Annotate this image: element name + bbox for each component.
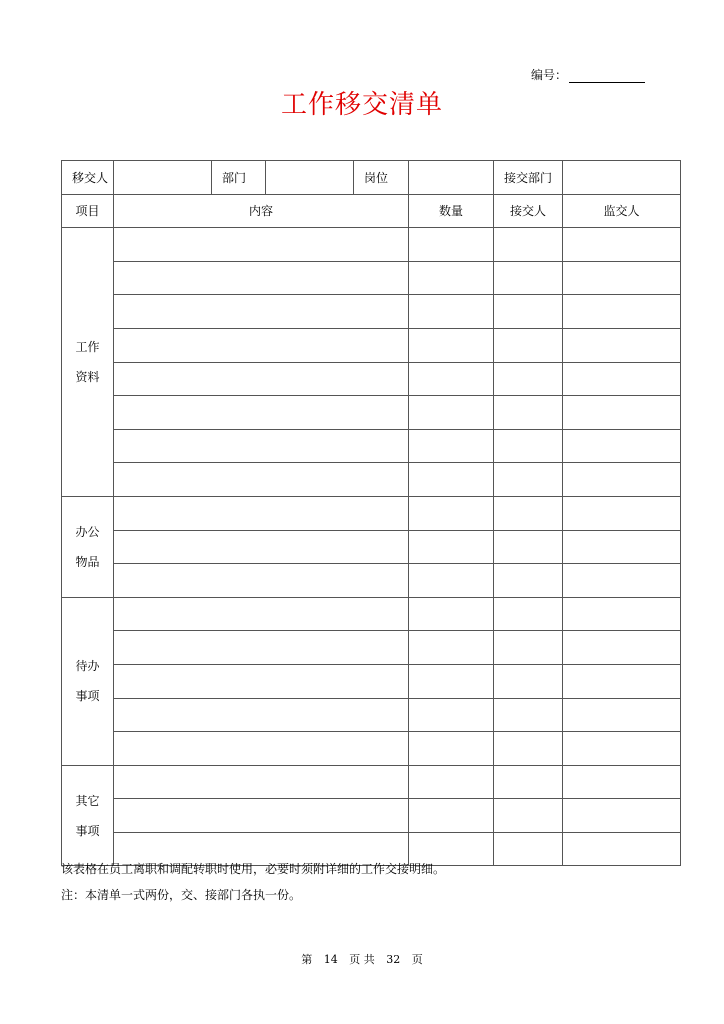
content-cell[interactable] xyxy=(114,228,409,262)
column-header-quantity: 数量 xyxy=(409,194,494,228)
supervisor-cell[interactable] xyxy=(563,664,681,698)
quantity-cell[interactable] xyxy=(409,463,494,497)
supervisor-cell[interactable] xyxy=(563,799,681,833)
position-field[interactable] xyxy=(409,161,494,195)
note-copies: 注：本清单一式两份，交、接部门各执一份。 xyxy=(61,888,302,902)
supervisor-cell[interactable] xyxy=(563,295,681,329)
section-label xyxy=(62,765,114,866)
section-label-line2: 事项 xyxy=(75,823,100,838)
receiver-cell[interactable] xyxy=(494,362,563,396)
supervisor-cell[interactable] xyxy=(563,328,681,362)
quantity-cell[interactable] xyxy=(409,362,494,396)
supervisor-cell[interactable] xyxy=(563,261,681,295)
page-footer xyxy=(0,951,724,967)
receiver-cell[interactable] xyxy=(494,765,563,799)
quantity-cell[interactable] xyxy=(409,396,494,430)
section-label-line1: 其它 xyxy=(75,793,100,808)
content-cell[interactable] xyxy=(114,261,409,295)
document-number-field xyxy=(531,66,645,83)
quantity-cell[interactable] xyxy=(409,664,494,698)
supervisor-cell[interactable] xyxy=(563,564,681,598)
quantity-cell[interactable] xyxy=(409,597,494,631)
receiver-cell[interactable] xyxy=(494,295,563,329)
receiver-cell[interactable] xyxy=(494,732,563,766)
quantity-cell[interactable] xyxy=(409,328,494,362)
content-cell[interactable] xyxy=(114,530,409,564)
supervisor-cell[interactable] xyxy=(563,463,681,497)
table-row xyxy=(62,564,681,598)
quantity-cell[interactable] xyxy=(409,564,494,598)
supervisor-cell[interactable] xyxy=(563,396,681,430)
table-row xyxy=(62,698,681,732)
handover-person-label: 移交人 xyxy=(62,161,114,195)
receiver-cell[interactable] xyxy=(494,564,563,598)
department-field[interactable] xyxy=(266,161,354,195)
content-cell[interactable] xyxy=(114,295,409,329)
quantity-cell[interactable] xyxy=(409,530,494,564)
supervisor-cell[interactable] xyxy=(563,698,681,732)
column-header-supervisor: 监交人 xyxy=(563,194,681,228)
section-label xyxy=(62,496,114,597)
supervisor-cell[interactable] xyxy=(563,732,681,766)
quantity-cell[interactable] xyxy=(409,295,494,329)
receiver-cell[interactable] xyxy=(494,597,563,631)
section-label-line2: 事项 xyxy=(75,689,100,704)
department-label: 部门 xyxy=(212,161,266,195)
footer-page-number: 14 xyxy=(323,953,338,966)
content-cell[interactable] xyxy=(114,597,409,631)
table-row xyxy=(62,228,681,262)
document-number-label: 编号： xyxy=(531,68,568,82)
content-cell[interactable] xyxy=(114,328,409,362)
receiver-cell[interactable] xyxy=(494,832,563,866)
content-cell[interactable] xyxy=(114,732,409,766)
section-label-line1: 待办 xyxy=(75,659,100,674)
section-label-line1: 办公 xyxy=(75,524,100,539)
table-row xyxy=(62,799,681,833)
receiver-cell[interactable] xyxy=(494,261,563,295)
table-row xyxy=(62,429,681,463)
receiver-cell[interactable] xyxy=(494,530,563,564)
supervisor-cell[interactable] xyxy=(563,429,681,463)
receiver-cell[interactable] xyxy=(494,429,563,463)
table-row xyxy=(62,732,681,766)
receiving-dept-label: 接交部门 xyxy=(494,161,563,195)
quantity-cell[interactable] xyxy=(409,261,494,295)
table-row xyxy=(62,530,681,564)
table-row xyxy=(62,496,681,530)
section-label-line1: 工作 xyxy=(75,340,100,355)
position-label: 岗位 xyxy=(354,161,409,195)
supervisor-cell[interactable] xyxy=(563,765,681,799)
supervisor-cell[interactable] xyxy=(563,496,681,530)
supervisor-cell[interactable] xyxy=(563,832,681,866)
quantity-cell[interactable] xyxy=(409,732,494,766)
content-cell[interactable] xyxy=(114,765,409,799)
receiver-cell[interactable] xyxy=(494,228,563,262)
quantity-cell[interactable] xyxy=(409,765,494,799)
footer-page-suffix: 页 xyxy=(411,953,423,966)
column-header-item: 项目 xyxy=(62,194,114,228)
receiver-cell[interactable] xyxy=(494,799,563,833)
supervisor-cell[interactable] xyxy=(563,228,681,262)
section-label xyxy=(62,228,114,497)
section-label xyxy=(62,597,114,765)
table-row xyxy=(62,463,681,497)
footer-page-mid: 页 共 xyxy=(349,953,375,966)
table-row xyxy=(62,765,681,799)
quantity-cell[interactable] xyxy=(409,228,494,262)
content-cell[interactable] xyxy=(114,362,409,396)
document-number-input[interactable] xyxy=(569,68,645,83)
table-row xyxy=(62,261,681,295)
quantity-cell[interactable] xyxy=(409,429,494,463)
receiving-dept-field[interactable] xyxy=(563,161,681,195)
table-row xyxy=(62,362,681,396)
content-cell[interactable] xyxy=(114,496,409,530)
handover-form-table xyxy=(61,160,681,866)
section-label-line2: 资料 xyxy=(75,370,100,385)
table-row xyxy=(62,396,681,430)
receiver-cell[interactable] xyxy=(494,664,563,698)
table-row xyxy=(62,631,681,665)
table-row xyxy=(62,597,681,631)
handover-person-field[interactable] xyxy=(114,161,212,195)
quantity-cell[interactable] xyxy=(409,496,494,530)
quantity-cell[interactable] xyxy=(409,799,494,833)
quantity-cell[interactable] xyxy=(409,631,494,665)
column-header-receiver: 接交人 xyxy=(494,194,563,228)
supervisor-cell[interactable] xyxy=(563,530,681,564)
content-cell[interactable] xyxy=(114,463,409,497)
content-cell[interactable] xyxy=(114,564,409,598)
footer-total-pages: 32 xyxy=(386,953,401,966)
quantity-cell[interactable] xyxy=(409,698,494,732)
content-cell[interactable] xyxy=(114,396,409,430)
receiver-cell[interactable] xyxy=(494,463,563,497)
receiver-cell[interactable] xyxy=(494,328,563,362)
table-row xyxy=(62,295,681,329)
section-label-line2: 物品 xyxy=(75,554,100,569)
content-cell[interactable] xyxy=(114,698,409,732)
supervisor-cell[interactable] xyxy=(563,631,681,665)
info-row xyxy=(62,161,681,195)
content-cell[interactable] xyxy=(114,429,409,463)
page-title: 工作移交清单 xyxy=(280,90,443,120)
footer-page-prefix: 第 xyxy=(301,953,313,966)
column-header-row xyxy=(62,194,681,228)
content-cell[interactable] xyxy=(114,664,409,698)
receiver-cell[interactable] xyxy=(494,496,563,530)
supervisor-cell[interactable] xyxy=(563,597,681,631)
note-usage: 该表格在员工离职和调配转职时使用，必要时须附详细的工作交接明细。 xyxy=(61,862,446,876)
table-row xyxy=(62,328,681,362)
table-row xyxy=(62,664,681,698)
column-header-content: 内容 xyxy=(114,194,409,228)
supervisor-cell[interactable] xyxy=(563,362,681,396)
receiver-cell[interactable] xyxy=(494,698,563,732)
content-cell[interactable] xyxy=(114,799,409,833)
receiver-cell[interactable] xyxy=(494,396,563,430)
content-cell[interactable] xyxy=(114,631,409,665)
receiver-cell[interactable] xyxy=(494,631,563,665)
